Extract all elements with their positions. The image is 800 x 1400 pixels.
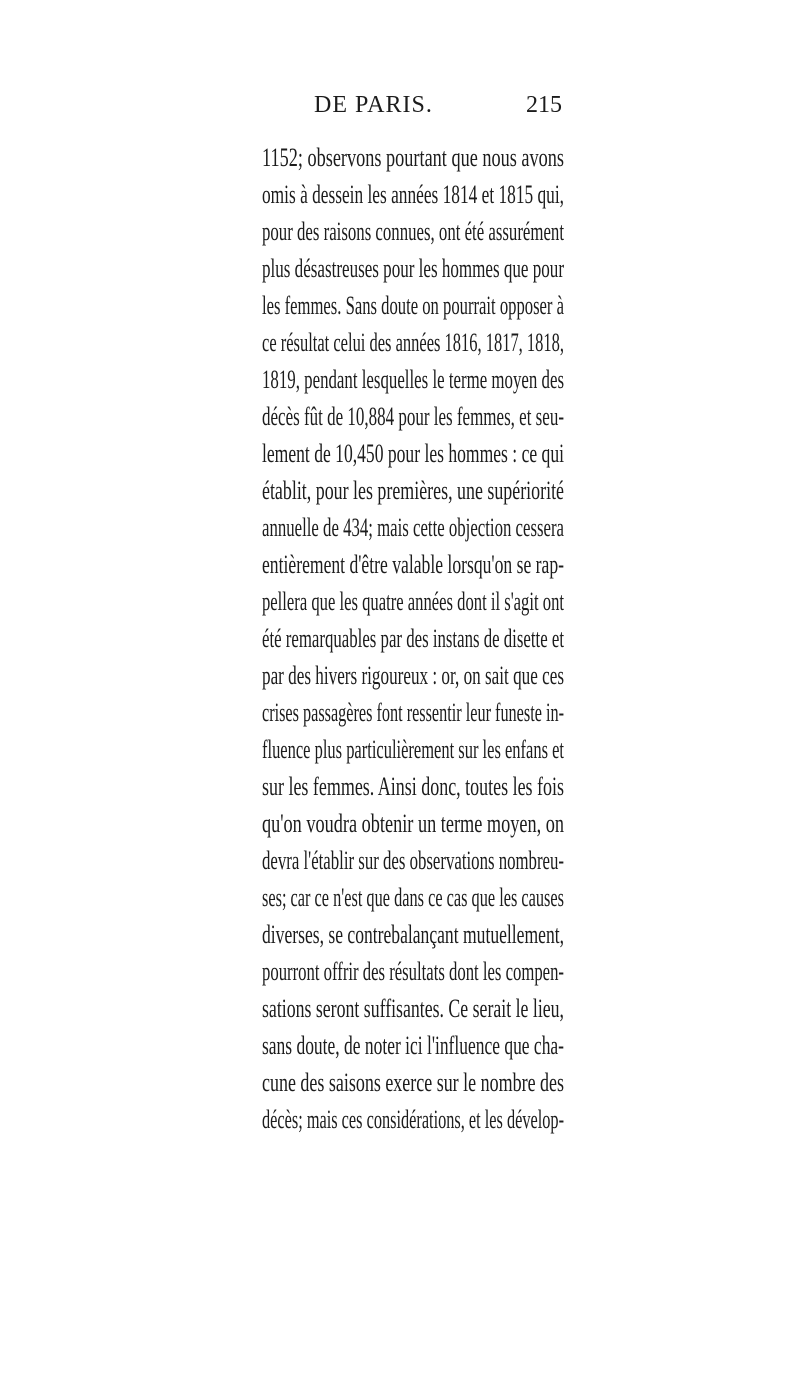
text-line: établit, pour les premières, une supériorité	[262, 476, 564, 505]
text-line: crises passagères font ressentir leur funeste in-	[262, 698, 564, 727]
text-line: les femmes. Sans doute on pourrait opposer à	[262, 291, 564, 320]
text-line: fluence plus particulièrement sur les enfans et	[262, 735, 564, 764]
text-line: sations seront suffisantes. Ce serait le lieu,	[262, 994, 564, 1023]
text-line: annuelle de 434; mais cette objection cessera	[262, 513, 564, 542]
text-line: pourront offrir des résultats dont les compen-	[262, 957, 564, 986]
text-line: décès; mais ces considérations, et les dévelop-	[262, 1105, 564, 1134]
page-number: 215	[526, 92, 562, 118]
text-line: décès fût de 10,884 pour les femmes, et seu-	[262, 402, 564, 431]
text-line: par des hivers rigoureux : or, on sait que ces	[262, 661, 564, 690]
text-line: entièrement d'être valable lorsqu'on se rap-	[262, 550, 564, 579]
running-header	[262, 92, 562, 132]
text-line: omis à dessein les années 1814 et 1815 qui,	[262, 180, 564, 209]
text-line: lement de 10,450 pour les hommes : ce qui	[262, 439, 564, 468]
text-line: qu'on voudra obtenir un terme moyen, on	[262, 809, 564, 838]
text-line: été remarquables par des instans de disette et	[262, 624, 564, 653]
text-line: ses; car ce n'est que dans ce cas que les causes	[262, 883, 564, 912]
text-line: pellera que les quatre années dont il s'agit ont	[262, 587, 564, 616]
text-line: diverses, se contrebalançant mutuellement,	[262, 920, 564, 949]
text-line: devra l'établir sur des observations nombreu-	[262, 846, 564, 875]
text-line: sans doute, de noter ici l'influence que cha-	[262, 1031, 564, 1060]
text-line: 1152; observons pourtant que nous avons	[262, 143, 564, 172]
text-line: sur les femmes. Ainsi donc, toutes les fois	[262, 772, 564, 801]
body-text	[262, 139, 564, 1138]
text-line: 1819, pendant lesquelles le terme moyen des	[262, 365, 564, 394]
text-line: plus désastreuses pour les hommes que pour	[262, 254, 564, 283]
text-line: ce résultat celui des années 1816, 1817, 1818,	[262, 328, 564, 357]
text-line: cune des saisons exerce sur le nombre des	[262, 1068, 564, 1097]
running-title: DE PARIS.	[314, 92, 433, 118]
text-line: pour des raisons connues, ont été assurément	[262, 217, 564, 246]
